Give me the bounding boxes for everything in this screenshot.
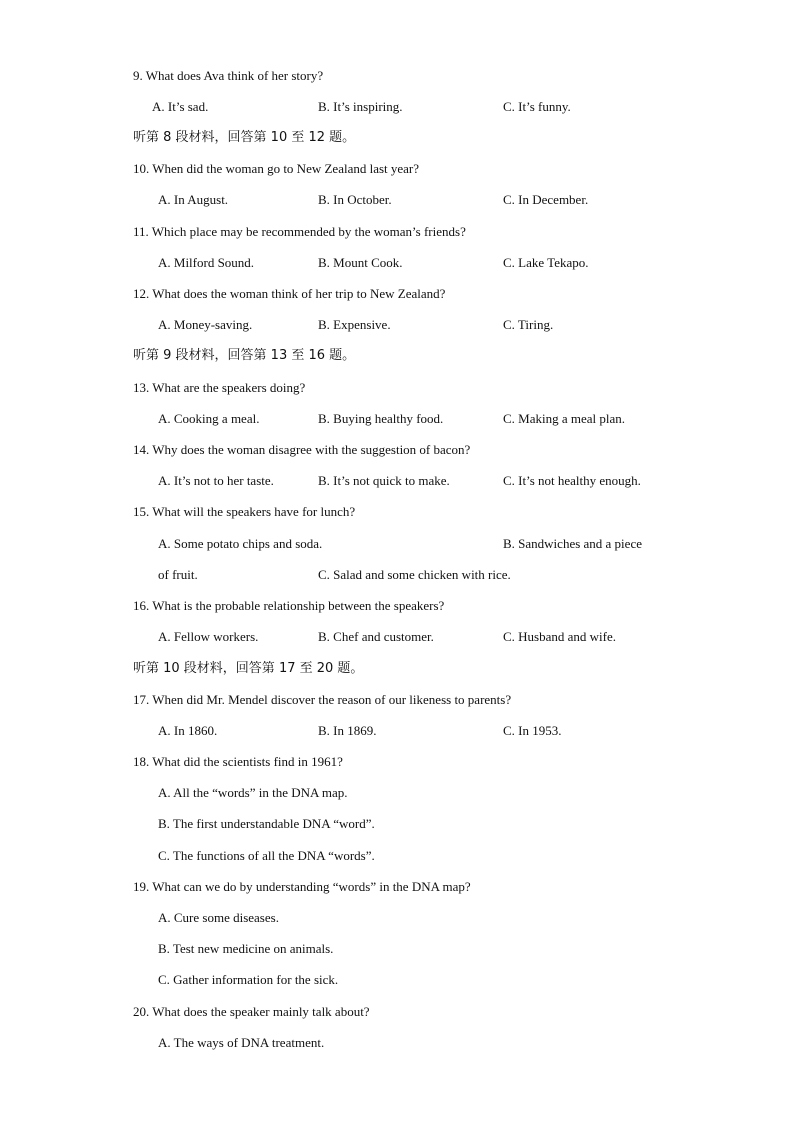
question-14-option-a: A. It’s not to her taste. [158, 473, 274, 488]
question-11-stem: 11. Which place may be recommended by the woman’s friends? [133, 224, 466, 239]
question-9-stem: 9. What does Ava think of her story? [133, 68, 324, 83]
question-12-stem: 12. What does the woman think of her trip to New Zealand? [133, 286, 446, 301]
question-18-stem: 18. What did the scientists find in 1961? [133, 754, 343, 769]
question-15-option-c: C. Salad and some chicken with rice. [318, 567, 511, 582]
question-16-stem: 16. What is the probable relationship between the speakers? [133, 598, 445, 613]
question-11-option-c: C. Lake Tekapo. [503, 255, 589, 270]
question-17-option-a: A. In 1860. [158, 723, 218, 738]
question-9-option-b: B. It’s inspiring. [318, 99, 403, 114]
question-16-option-a: A. Fellow workers. [158, 629, 259, 644]
question-11-option-b: B. Mount Cook. [318, 255, 403, 270]
question-10-option-a: A. In August. [158, 192, 229, 207]
question-13-option-b: B. Buying healthy food. [318, 411, 444, 426]
question-12-option-a: A. Money-saving. [158, 317, 253, 332]
question-18-option-a: A. All the “words” in the DNA map. [158, 785, 348, 800]
question-13-stem: 13. What are the speakers doing? [133, 380, 306, 395]
question-16-option-b: B. Chef and customer. [318, 629, 434, 644]
section-heading-8: 听第 8 段材料，回答第 10 至 12 题。 [133, 130, 356, 145]
question-10-option-b: B. In October. [318, 192, 392, 207]
question-11-option-a: A. Milford Sound. [158, 255, 255, 270]
question-19-option-a: A. Cure some diseases. [158, 910, 279, 925]
question-17-option-b: B. In 1869. [318, 723, 377, 738]
question-14-option-c: C. It’s not healthy enough. [503, 473, 641, 488]
question-18-option-b: B. The first understandable DNA “word”. [158, 816, 375, 831]
question-13-option-a: A. Cooking a meal. [158, 411, 260, 426]
question-9-option-c: C. It’s funny. [503, 99, 571, 114]
question-9-option-a: A. It’s sad. [152, 99, 209, 114]
section-heading-9: 听第 9 段材料，回答第 13 至 16 题。 [133, 348, 356, 363]
question-19-option-b: B. Test new medicine on animals. [158, 941, 334, 956]
section-heading-10: 听第 10 段材料，回答第 17 至 20 题。 [133, 661, 364, 676]
question-14-option-b: B. It’s not quick to make. [318, 473, 450, 488]
question-15-option-a: A. Some potato chips and soda. [158, 536, 323, 551]
question-20-option-a: A. The ways of DNA treatment. [158, 1035, 325, 1050]
question-17-stem: 17. When did Mr. Mendel discover the reason of our likeness to parents? [133, 692, 512, 707]
question-10-stem: 10. When did the woman go to New Zealand last year? [133, 161, 420, 176]
question-19-option-c: C. Gather information for the sick. [158, 972, 339, 987]
question-12-option-b: B. Expensive. [318, 317, 391, 332]
question-18-option-c: C. The functions of all the DNA “words”. [158, 848, 375, 863]
question-15-option-b: B. Sandwiches and a piece [503, 536, 642, 551]
question-20-stem: 20. What does the speaker mainly talk about? [133, 1004, 370, 1019]
question-13-option-c: C. Making a meal plan. [503, 411, 626, 426]
question-14-stem: 14. Why does the woman disagree with the suggestion of bacon? [133, 442, 471, 457]
question-15-stem: 15. What will the speakers have for lunch? [133, 504, 356, 519]
question-17-option-c: C. In 1953. [503, 723, 562, 738]
question-15-option-b-continued: of fruit. [158, 567, 198, 582]
question-16-option-c: C. Husband and wife. [503, 629, 617, 644]
question-19-stem: 19. What can we do by understanding “words” in the DNA map? [133, 879, 471, 894]
question-12-option-c: C. Tiring. [503, 317, 554, 332]
question-10-option-c: C. In December. [503, 192, 589, 207]
